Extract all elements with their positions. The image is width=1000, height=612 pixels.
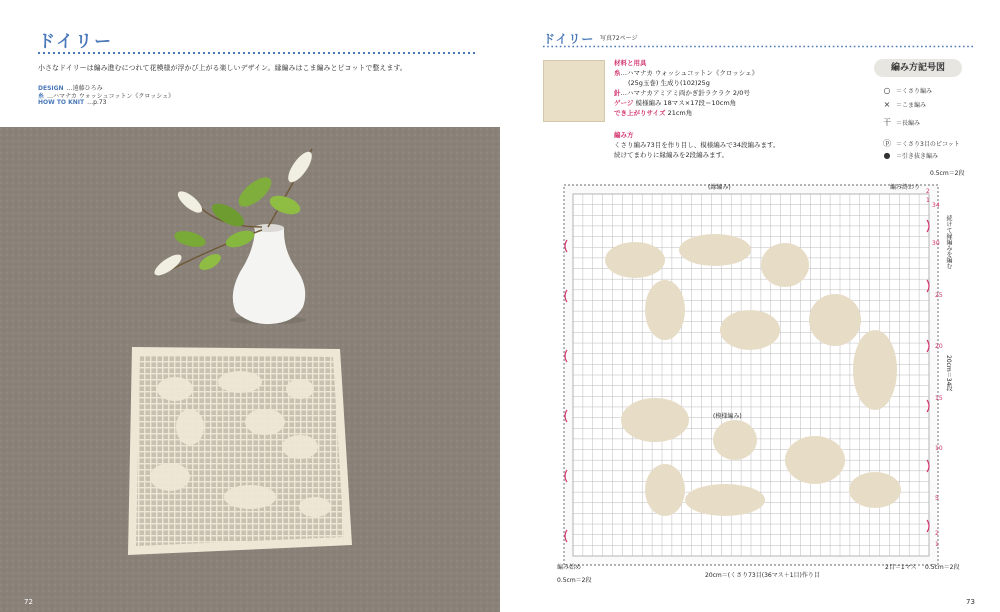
row-number: 34 [932,202,940,209]
label-edging-top: (縁編み) [708,184,731,191]
page-number-left: 72 [24,598,33,606]
dotted-divider-right [543,44,973,49]
label-foundation: 20cm＝(くさり73目(36マス＋1目)作り目 [705,572,820,579]
dotted-divider-left [38,50,478,56]
symbol-legend-title: 編み方記号図 [874,59,962,77]
label-side-note: 続けて縁編みを編む [945,215,952,269]
row-number: 2 [935,530,939,537]
row-number: 15 [935,395,943,402]
picot-icon: ⓟ [883,139,891,148]
intro-text: 小さなドイリーは編み進むにつれて花模様が浮かび上がる楽しいデザイン。縁編みはこま編みとピコットで整えます。 [38,64,407,72]
symbol-slip-stitch: ● ＝引き抜き編み [880,151,938,160]
label-edging-end: 編み終わり [890,184,921,191]
materials-heading: 材料と用具 [614,59,647,67]
chain-icon: ○ [883,86,891,95]
symbol-double-crochet: 干 ＝長編み [880,117,920,128]
credit-yarn: 糸 …ハマナカ ウォッシュコットン《クロッシェ》 [38,93,175,100]
page-number-right: 73 [966,598,975,606]
symbol-chain: ○ ＝くさり編み [880,86,932,95]
material-size: でき上がりサイズ 21cm角 [614,109,693,117]
doily [128,347,352,555]
swatch-thumbnail [543,60,605,122]
edge-row-number: 1 [926,197,930,204]
edge-row-number: 2 [926,188,930,195]
label-edge-note-bl: 0.5cm＝2段 [557,577,592,584]
method-line-2: 続けてまわりに縁編みを2段編みます。 [614,151,729,159]
row-number: 1 [935,541,939,548]
double-crochet-icon: 干 [883,118,891,127]
material-hook: 針…ハマナカアミアミ両かぎ針ラクラク 2/0号 [614,89,750,97]
row-number: 25 [935,292,943,299]
crochet-chart [555,180,955,580]
row-number: 30 [932,240,940,247]
method-heading: 編み方 [614,131,634,139]
label-pattern: (模様編み) [713,413,742,420]
label-height: 20cm＝34段 [945,355,952,392]
material-gauge: ゲージ 模様編み 18マス×17段＝10cm角 [614,99,737,107]
slip-stitch-icon: ● [883,151,891,160]
credit-how-to-knit: HOW TO KNIT …p.73 [38,99,107,106]
material-yarn: 糸…ハマナカ ウォッシュコットン《クロッシェ》 [614,69,759,77]
doily-photo [0,127,500,612]
symbol-single-crochet: × ＝こま編み [880,100,926,109]
method-line-1: くさり編み73目を作り目し、模様編みで34段編みます。 [614,141,780,149]
symbol-picot: ⓟ ＝くさり3目のピコット [880,138,960,149]
photo-reference: 写真72ページ [600,35,638,42]
page-title-right: ドイリー [543,32,595,46]
label-edge-note-tr: 0.5cm＝2段 [930,170,965,177]
label-repeat: 2目＝1マス [885,564,917,571]
page-title-left: ドイリー [38,32,114,52]
label-edging-start: 編み始め [557,564,582,571]
row-number: 10 [935,445,943,452]
credit-design: DESIGN …遠藤ひろみ [38,85,103,92]
row-number: 20 [935,343,943,350]
single-crochet-icon: × [883,100,891,109]
row-number: 5 [935,495,939,502]
label-edge-note-br: 0.5cm＝2段 [925,564,960,571]
material-yarn-detail: (25g玉巻) 生成り(102)25g [628,79,710,87]
